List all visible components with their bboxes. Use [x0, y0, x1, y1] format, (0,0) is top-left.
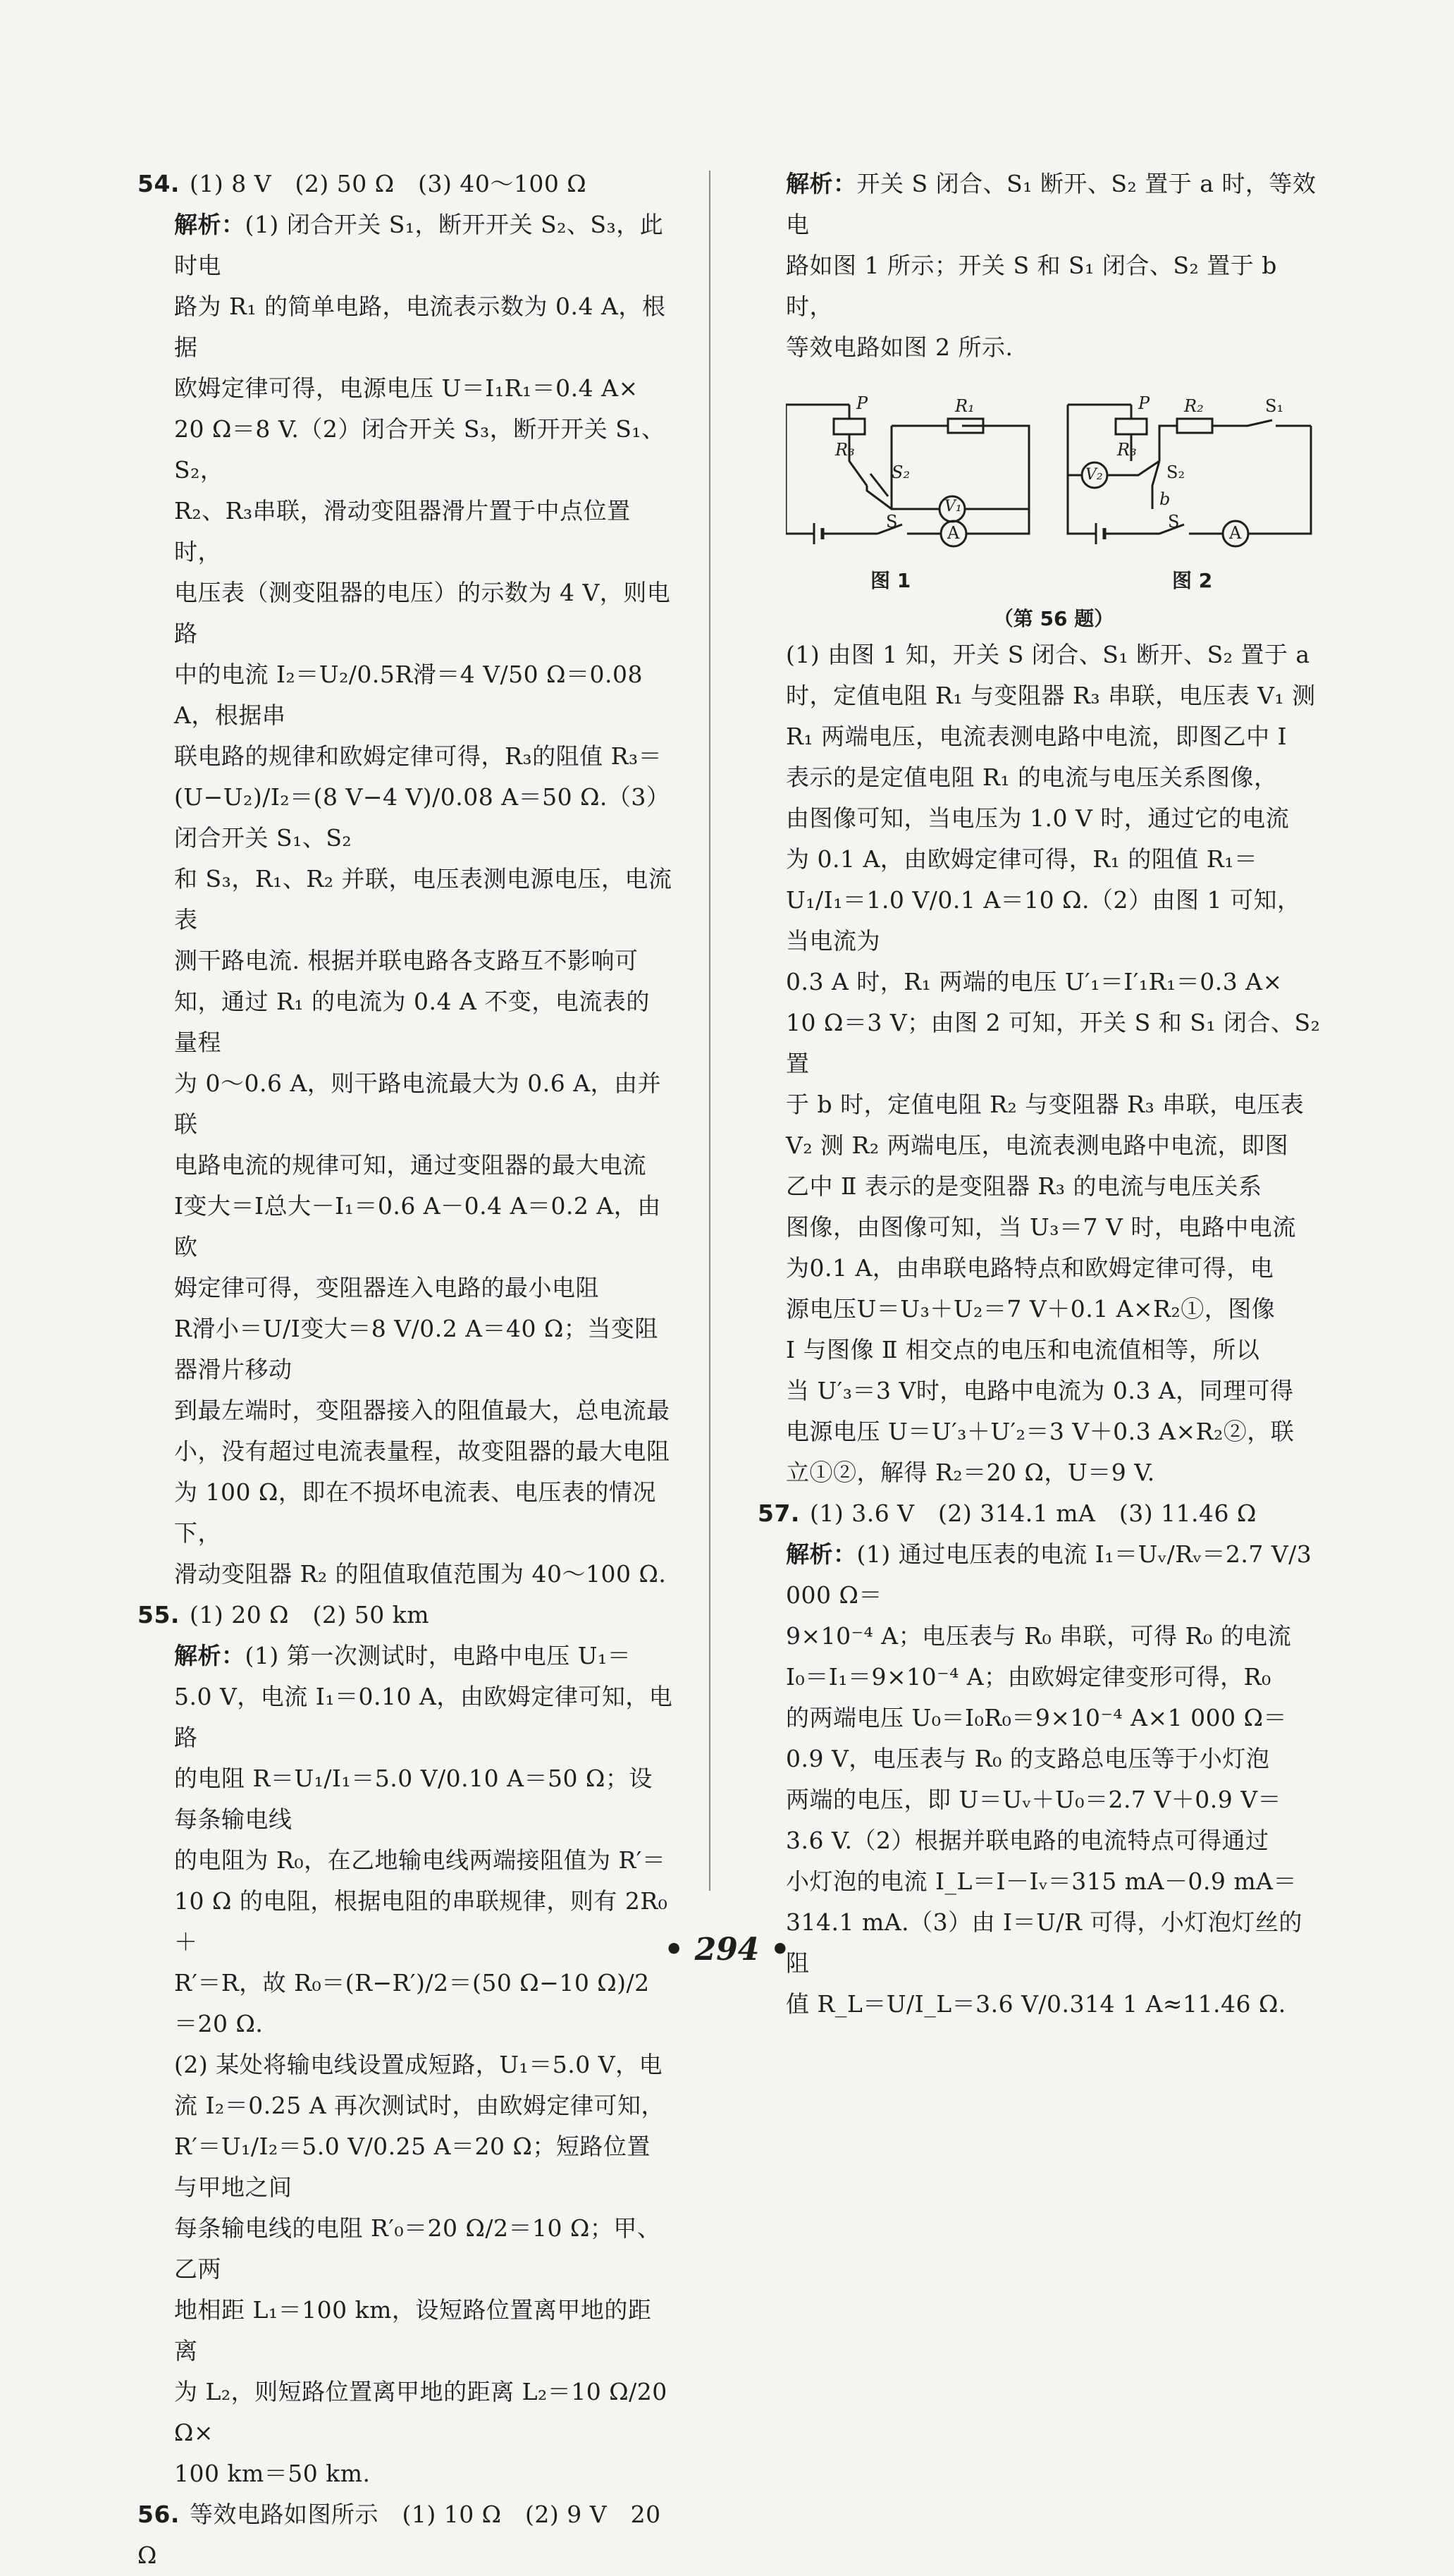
q55-line-5: R′＝R，故 R₀＝(R−R′)/2＝(50 Ω−10 Ω)/2＝20 Ω.: [174, 1969, 650, 2037]
q54-line-14: I变大＝I总大－I₁＝0.6 A－0.4 A＝0.2 A，由欧: [174, 1192, 661, 1261]
q54-line-13: 电路电流的规律可知，通过变阻器的最大电流: [174, 1151, 646, 1179]
label-s2-2: S₂: [1166, 462, 1185, 482]
q56-body-line-7: 0.3 A 时，R₁ 两端的电压 U′₁＝I′₁R₁＝0.3 A×: [786, 968, 1283, 995]
label-p1: P: [856, 393, 868, 413]
q56-body-line-4: 由图像可知，当电压为 1.0 V 时，通过它的电流: [786, 804, 1290, 832]
q54-line-12: 为 0～0.6 A，则干路电流最大为 0.6 A，由并联: [174, 1069, 662, 1138]
q55-answer: [137, 1595, 673, 1636]
label-v2: V₂: [1085, 466, 1103, 484]
q57-line-0: (1) 通过电压表的电流 I₁＝Uᵥ/Rᵥ＝2.7 V/3 000 Ω＝: [786, 1540, 1312, 1609]
column-divider: [709, 171, 710, 1891]
q56-answer-text: 等效电路如图所示 (1) 10 Ω (2) 9 V 20 Ω: [137, 2501, 661, 2569]
q54-line-7: 联电路的规律和欧姆定律可得，R₃的阻值 R₃＝: [174, 742, 663, 770]
q54-line-1: 路为 R₁ 的简单电路，电流表示数为 0.4 A，根据: [174, 293, 666, 361]
q55-answer-text: (1) 20 Ω (2) 50 km: [189, 1601, 430, 1629]
q56-body-line-13: 为0.1 A，由串联电路特点和欧姆定律可得，电: [786, 1254, 1274, 1282]
q55-number: 55.: [137, 1601, 180, 1629]
q54-line-8: (U−U₂)/I₂＝(8 V−4 V)/0.08 A＝50 Ω.（3）闭合开关 S₁、S₂: [174, 783, 670, 852]
q55-line-9: 每条输电线的电阻 R′₀＝20 Ω/2＝10 Ω；甲、乙两: [174, 2214, 661, 2283]
q57-line: [786, 1534, 1321, 1616]
q54-answer: [137, 164, 673, 204]
q56-body-line-10: V₂ 测 R₂ 两端电压，电流表测电路中电流，即图: [786, 1131, 1289, 1159]
label-s-1: S: [886, 512, 898, 532]
q55-line-8: R′＝U₁/I₂＝5.0 V/0.25 A＝20 Ω；短路位置与甲地之间: [174, 2133, 651, 2201]
circuit-figures: [786, 384, 1321, 595]
q54-line-20: 滑动变阻器 R₂ 的阻值取值范围为 40～100 Ω.: [174, 1560, 667, 1588]
q54-line-16: R滑小＝U/I变大＝8 V/0.2 A＝40 Ω；当变阻器滑片移动: [174, 1315, 658, 1383]
label-a-2: A: [1229, 523, 1242, 543]
q55-line-3: 的电阻为 R₀，在乙地输电线两端接阻值为 R′＝: [174, 1846, 666, 1874]
q55-line-10: 地相距 L₁＝100 km，设短路位置离甲地的距离: [174, 2296, 652, 2365]
label-b: b: [1159, 489, 1171, 509]
q57-line-1: 9×10⁻⁴ A；电压表与 R₀ 串联，可得 R₀ 的电流: [786, 1622, 1292, 1650]
q54-line: [137, 204, 673, 286]
q55-line: [137, 1636, 673, 1676]
label-r3-2: R₃: [1117, 440, 1137, 460]
q57-line-3: 的两端电压 U₀＝I₀R₀＝9×10⁻⁴ A×1 000 Ω＝: [786, 1704, 1287, 1731]
figure-2-caption: 图 2: [1172, 569, 1213, 592]
label-r2: R₂: [1184, 396, 1204, 416]
q56-body-line-9: 于 b 时，定值电阻 R₂ 与变阻器 R₃ 串联，电压表: [786, 1091, 1305, 1118]
q56-body-line-8: 10 Ω＝3 V；由图 2 可知，开关 S 和 S₁ 闭合、S₂置: [786, 1009, 1321, 1077]
q55-line-4: 10 Ω 的电阻，根据电阻的串联规律，则有 2R₀＋: [174, 1887, 668, 1956]
q56-intro-line-2: 等效电路如图 2 所示.: [786, 333, 1014, 361]
q57-line-6: 3.6 V.（2）根据并联电路的电流特点可得通过: [786, 1827, 1269, 1854]
figure-caption: （第 56 题）: [993, 607, 1114, 630]
q54-line-4: R₂、R₃串联，滑动变阻器滑片置于中点位置时，: [174, 497, 631, 565]
q56-intro-line-0: 开关 S 闭合、S₁ 断开、S₂ 置于 a 时，等效电: [786, 170, 1317, 238]
right-column: [758, 164, 1321, 2025]
q56-body-line-6: U₁/I₁＝1.0 V/0.1 A＝10 Ω.（2）由图 1 可知，当电流为: [786, 886, 1301, 955]
q56-body-line-11: 乙中 Ⅱ 表示的是变阻器 R₃ 的电流与电压关系: [786, 1172, 1262, 1200]
q55-line-6: (2) 某处将输电线设置成短路，U₁＝5.0 V，电: [174, 2051, 663, 2078]
q54-line-17: 到最左端时，变阻器接入的阻值最大，总电流最: [174, 1397, 670, 1424]
q56-body-line-2: R₁ 两端电压，电流表测电路中电流，即图乙中 Ⅰ: [786, 723, 1288, 750]
label-s1: S₁: [1265, 396, 1284, 416]
q57-answer-text: (1) 3.6 V (2) 314.1 mA (3) 11.46 Ω: [809, 1499, 1257, 1527]
q54-line-5: 电压表（测变阻器的电压）的示数为 4 V，则电路: [174, 579, 671, 647]
figure-1-caption: 图 1: [870, 569, 911, 592]
q57-line-7: 小灯泡的电流 I_L＝I－Iᵥ＝315 mA－0.9 mA＝: [786, 1867, 1297, 1895]
q56-body-line-18: 立①②，解得 R₂＝20 Ω，U＝9 V.: [786, 1459, 1155, 1486]
q56-body-line-1: 时，定值电阻 R₁ 与变阻器 R₃ 串联，电压表 V₁ 测: [786, 682, 1316, 709]
q55-line-2: 的电阻 R＝U₁/I₁＝5.0 V/0.10 A＝50 Ω；设每条输电线: [174, 1765, 653, 1833]
left-column: [137, 164, 673, 2576]
q56-body-line-0: (1) 由图 1 知，开关 S 闭合、S₁ 断开、S₂ 置于 a: [786, 641, 1310, 668]
label-s-2: S: [1168, 512, 1180, 532]
q56-body-line-3: 表示的是定值电阻 R₁ 的电流与电压关系图像，: [786, 763, 1278, 791]
circuit-diagram: [786, 384, 1321, 595]
q56-label: 解析：: [786, 170, 857, 197]
label-v1: V₁: [944, 498, 962, 515]
q57-number: 57.: [758, 1499, 800, 1527]
q57-answer: [758, 1493, 1321, 1534]
q56-number: 56.: [137, 2501, 180, 2528]
q54-line-3: 20 Ω＝8 V.（2）闭合开关 S₃，断开开关 S₁、S₂，: [174, 415, 665, 484]
q56-body-line-5: 为 0.1 A，由欧姆定律可得，R₁ 的阻值 R₁＝: [786, 845, 1258, 873]
q57-line-5: 两端的电压，即 U＝Uᵥ＋U₀＝2.7 V＋0.9 V＝: [786, 1786, 1282, 1813]
q57-line-8: 314.1 mA.（3）由 I＝U/R 可得，小灯泡灯丝的阻: [786, 1908, 1302, 1977]
q54-line-9: 和 S₃，R₁、R₂ 并联，电压表测电源电压，电流表: [174, 865, 672, 933]
q55-line-0: (1) 第一次测试时，电路中电压 U₁＝: [245, 1642, 631, 1669]
q54-line-6: 中的电流 I₂＝U₂/0.5R滑＝4 V/50 Ω＝0.08 A，根据串: [174, 661, 643, 729]
q54-line-10: 测干路电流. 根据并联电路各支路互不影响可: [174, 947, 639, 974]
q55-line-12: 100 km＝50 km.: [174, 2460, 371, 2487]
q54-line-2: 欧姆定律可得，电源电压 U＝I₁R₁＝0.4 A×: [174, 374, 639, 402]
q54-line-0: (1) 闭合开关 S₁，断开开关 S₂、S₃，此时电: [174, 211, 664, 279]
q57-line-2: I₀＝I₁＝9×10⁻⁴ A；由欧姆定律变形可得，R₀: [786, 1663, 1271, 1691]
page-number: • 294 •: [664, 1932, 790, 1968]
q54-label: 解析：: [174, 211, 245, 238]
q56-body-line-14: 源电压U＝U₃＋U₂＝7 V＋0.1 A×R₂①，图像: [786, 1295, 1276, 1323]
q54-number: 54.: [137, 170, 180, 197]
q56-intro-line-1: 路如图 1 所示；开关 S 和 S₁ 闭合、S₂ 置于 b 时，: [786, 252, 1277, 320]
label-p2: P: [1138, 393, 1150, 413]
label-r3-1: R₃: [835, 440, 855, 460]
q54-line-18: 小，没有超过电流表量程，故变阻器的最大电阻: [174, 1437, 670, 1465]
q57-line-9: 值 R_L＝U/I_L＝3.6 V/0.314 1 A≈11.46 Ω.: [786, 1990, 1286, 2018]
q56-body-line-12: 图像，由图像可知，当 U₃＝7 V 时，电路中电流: [786, 1213, 1296, 1241]
q54-line-19: 为 100 Ω，即在不损坏电流表、电压表的情况下，: [174, 1478, 656, 1547]
q55-line-7: 流 I₂＝0.25 A 再次测试时，由欧姆定律可知，: [174, 2092, 665, 2119]
q56-answer: [137, 2494, 673, 2576]
q56-body-line-16: 当 U′₃＝3 V时，电路中电流为 0.3 A，同理可得: [786, 1377, 1294, 1404]
q56-intro-line: [786, 164, 1321, 245]
label-s2-1: S₂: [892, 462, 911, 482]
q55-line-1: 5.0 V，电流 I₁＝0.10 A，由欧姆定律可知，电路: [174, 1683, 673, 1751]
q55-line-11: 为 L₂，则短路位置离甲地的距离 L₂＝10 Ω/20 Ω×: [174, 2378, 667, 2446]
q54-line-11: 知，通过 R₁ 的电流为 0.4 A 不变，电流表的量程: [174, 988, 650, 1056]
q54-line-15: 姆定律可得，变阻器连入电路的最小电阻: [174, 1274, 599, 1301]
q54-answer-text: (1) 8 V (2) 50 Ω (3) 40～100 Ω: [189, 170, 587, 197]
figure-2-circuit: [1068, 405, 1311, 546]
q57-label: 解析：: [786, 1540, 857, 1568]
q55-label: 解析：: [174, 1642, 245, 1669]
q56-body-line-15: Ⅰ 与图像 Ⅱ 相交点的电压和电流值相等，所以: [786, 1336, 1260, 1363]
label-r1: R₁: [955, 396, 975, 416]
label-a-1: A: [947, 523, 960, 543]
q57-line-4: 0.9 V，电压表与 R₀ 的支路总电压等于小灯泡: [786, 1745, 1270, 1772]
q56-body-line-17: 电源电压 U＝U′₃＋U′₂＝3 V＋0.3 A×R₂②，联: [786, 1418, 1295, 1445]
